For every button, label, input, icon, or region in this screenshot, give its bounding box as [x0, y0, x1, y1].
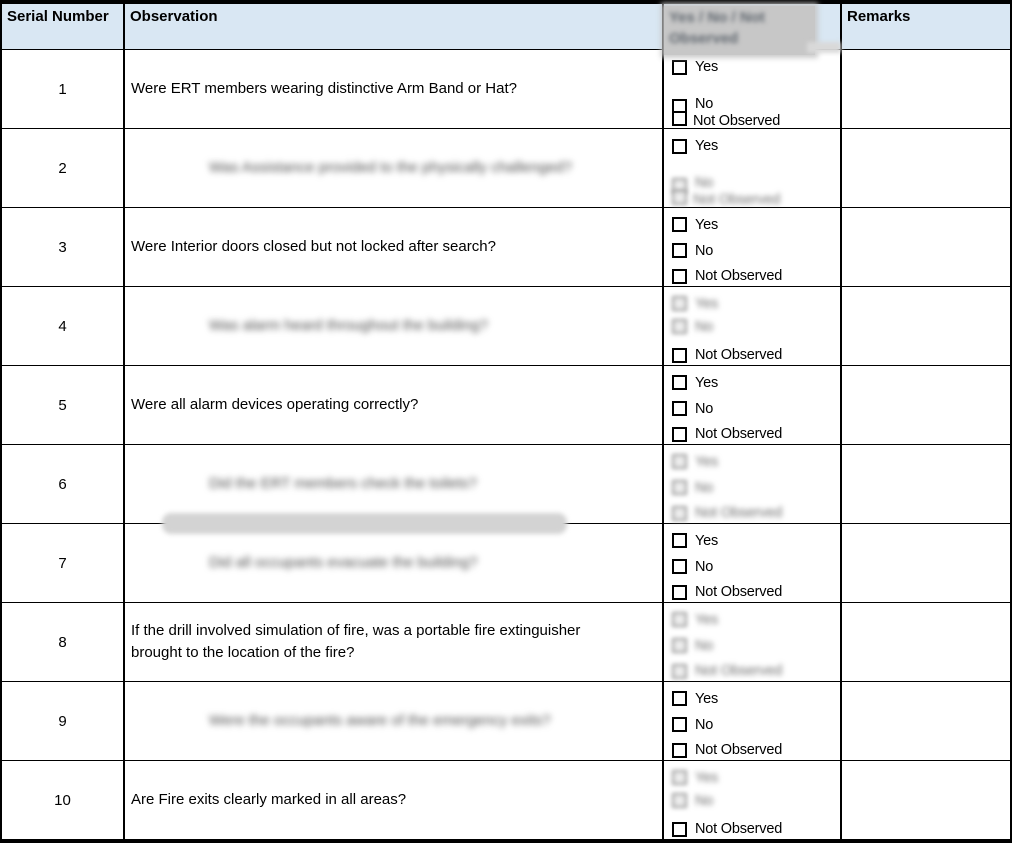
- checkbox-icon[interactable]: [672, 243, 687, 258]
- blur-strip: [162, 513, 567, 534]
- checkbox-icon[interactable]: [672, 638, 687, 653]
- serial-cell: 2: [2, 129, 125, 207]
- checkbox-icon[interactable]: [672, 664, 687, 679]
- table-row: [2, 444, 1010, 523]
- observation-cell: [125, 287, 664, 365]
- remarks-cell[interactable]: [842, 761, 1010, 839]
- checkbox-no[interactable]: No: [672, 399, 840, 419]
- observation-text: Were ERT members wearing distinctive Arm Band or Hat?: [131, 80, 517, 97]
- options-cell: [664, 129, 842, 207]
- checkbox-icon[interactable]: [672, 375, 687, 390]
- checkbox-icon[interactable]: [672, 190, 687, 205]
- observation-cell: [125, 761, 664, 839]
- checkbox-yes[interactable]: Yes: [672, 215, 840, 235]
- observation-text: If the drill involved simulation of fire, was a portable fire extinguisher brought to the location of the fire?: [131, 622, 581, 661]
- header-serial-number: Serial Number: [2, 4, 125, 49]
- checkbox-yes[interactable]: Yes: [672, 689, 840, 709]
- checkbox-no[interactable]: No: [672, 317, 840, 336]
- remarks-cell[interactable]: [842, 603, 1010, 681]
- checkbox-yes[interactable]: Yes: [672, 136, 840, 156]
- serial-cell: 7: [2, 524, 125, 602]
- checkbox-no[interactable]: No: [672, 175, 840, 195]
- checkbox-yes[interactable]: Yes: [672, 373, 840, 393]
- observation-text: Are Fire exits clearly marked in all areas?: [131, 791, 407, 808]
- checkbox-icon[interactable]: [672, 770, 687, 785]
- table-row: [2, 681, 1010, 760]
- checkbox-yes[interactable]: Yes: [672, 610, 840, 630]
- table-row: [2, 602, 1010, 681]
- options-cell: [664, 761, 842, 839]
- checkbox-icon[interactable]: [672, 691, 687, 706]
- checkbox-not-observed[interactable]: Not Observed: [672, 187, 840, 207]
- checkbox-icon[interactable]: [672, 506, 687, 521]
- checkbox-no[interactable]: No: [672, 241, 840, 261]
- checkbox-icon[interactable]: [672, 348, 687, 363]
- serial-cell: 1: [2, 50, 125, 128]
- observation-cell: [125, 50, 664, 128]
- options-cell: [664, 603, 842, 681]
- checkbox-icon[interactable]: [672, 585, 687, 600]
- table-row: [2, 760, 1010, 839]
- observation-cell: [125, 445, 664, 523]
- observation-cell: [125, 208, 664, 286]
- remarks-cell[interactable]: [842, 287, 1010, 365]
- observation-cell: [125, 366, 664, 444]
- serial-cell: 9: [2, 682, 125, 760]
- remarks-cell[interactable]: [842, 366, 1010, 444]
- options-cell: [664, 445, 842, 523]
- checkbox-icon[interactable]: [672, 454, 687, 469]
- checkbox-icon[interactable]: [672, 319, 687, 334]
- checkbox-no[interactable]: No: [672, 478, 840, 498]
- checkbox-icon[interactable]: [672, 717, 687, 732]
- observation-text-blurred: Did all occupants evacuate the building?: [209, 554, 478, 571]
- table-row: [2, 49, 1010, 128]
- checkbox-not-observed[interactable]: Not Observed: [672, 661, 840, 681]
- options-cell: [664, 366, 842, 444]
- checkbox-icon[interactable]: [672, 401, 687, 416]
- observation-cell: [125, 603, 664, 681]
- options-cell: [664, 50, 842, 128]
- options-cell: [664, 524, 842, 602]
- observation-cell: [125, 682, 664, 760]
- checkbox-not-observed[interactable]: Not Observed: [672, 820, 840, 839]
- header-options: [664, 4, 842, 49]
- checkbox-not-observed[interactable]: Not Observed: [672, 346, 840, 365]
- checkbox-icon[interactable]: [672, 743, 687, 758]
- checkbox-no[interactable]: No: [672, 96, 840, 116]
- table-row: [2, 365, 1010, 444]
- remarks-cell[interactable]: [842, 50, 1010, 128]
- checkbox-icon[interactable]: [672, 296, 687, 311]
- serial-cell: 6: [2, 445, 125, 523]
- table-row: [2, 128, 1010, 207]
- serial-cell: 10: [2, 761, 125, 839]
- checkbox-yes[interactable]: Yes: [672, 57, 840, 77]
- remarks-cell[interactable]: [842, 682, 1010, 760]
- observation-cell: [125, 129, 664, 207]
- checkbox-icon[interactable]: [672, 793, 687, 808]
- checkbox-no[interactable]: No: [672, 636, 840, 656]
- checkbox-yes[interactable]: Yes: [672, 452, 840, 472]
- redaction-block: [664, 6, 815, 55]
- checkbox-not-observed[interactable]: Not Observed: [672, 582, 840, 602]
- observation-text-blurred: Was alarm heard throughout the building?: [209, 317, 488, 334]
- checkbox-not-observed[interactable]: Not Observed: [672, 266, 840, 286]
- observation-text: Were all alarm devices operating correctly?: [131, 396, 419, 413]
- observation-text: Were Interior doors closed but not locked after search?: [131, 238, 496, 255]
- options-cell: [664, 682, 842, 760]
- checkbox-not-observed[interactable]: Not Observed: [672, 108, 840, 128]
- checkbox-yes[interactable]: Yes: [672, 531, 840, 551]
- observation-cell: [125, 524, 664, 602]
- checkbox-not-observed[interactable]: Not Observed: [672, 503, 840, 523]
- checkbox-no[interactable]: No: [672, 791, 840, 810]
- checkbox-no[interactable]: No: [672, 715, 840, 735]
- checkbox-icon[interactable]: [672, 533, 687, 548]
- observation-text-blurred: Did the ERT members check the toilets?: [209, 475, 477, 492]
- serial-cell: 3: [2, 208, 125, 286]
- checkbox-icon[interactable]: [672, 480, 687, 495]
- header-observation: Observation: [125, 4, 664, 49]
- remarks-cell[interactable]: [842, 524, 1010, 602]
- checkbox-icon[interactable]: [672, 427, 687, 442]
- checkbox-icon[interactable]: [672, 269, 687, 284]
- checkbox-icon[interactable]: [672, 822, 687, 837]
- serial-cell: 5: [2, 366, 125, 444]
- table-row: [2, 523, 1010, 602]
- checkbox-not-observed[interactable]: Not Observed: [672, 740, 840, 760]
- header-remarks: Remarks: [847, 8, 911, 25]
- table-header-row: [2, 4, 1010, 49]
- serial-cell: 8: [2, 603, 125, 681]
- options-cell: [664, 287, 842, 365]
- checkbox-icon[interactable]: [672, 60, 687, 75]
- checkbox-icon[interactable]: [672, 612, 687, 627]
- checkbox-icon[interactable]: [672, 111, 687, 126]
- options-cell: [664, 208, 842, 286]
- checkbox-yes[interactable]: Yes: [672, 768, 840, 787]
- remarks-cell[interactable]: [842, 445, 1010, 523]
- observation-text-blurred: Was Assistance provided to the physically challenged?: [209, 159, 572, 176]
- table-row: [2, 207, 1010, 286]
- table-row: [2, 286, 1010, 365]
- header-options-label: Yes / No / Not Observed: [669, 9, 765, 47]
- remarks-cell[interactable]: [842, 208, 1010, 286]
- serial-cell: 4: [2, 287, 125, 365]
- checkbox-not-observed[interactable]: Not Observed: [672, 424, 840, 444]
- remarks-cell[interactable]: [842, 129, 1010, 207]
- observation-text-blurred: Were the occupants aware of the emergency exits?: [209, 712, 551, 729]
- checkbox-yes[interactable]: Yes: [672, 294, 840, 313]
- checkbox-icon[interactable]: [672, 559, 687, 574]
- checkbox-icon[interactable]: [672, 217, 687, 232]
- checkbox-no[interactable]: No: [672, 557, 840, 577]
- checkbox-icon[interactable]: [672, 139, 687, 154]
